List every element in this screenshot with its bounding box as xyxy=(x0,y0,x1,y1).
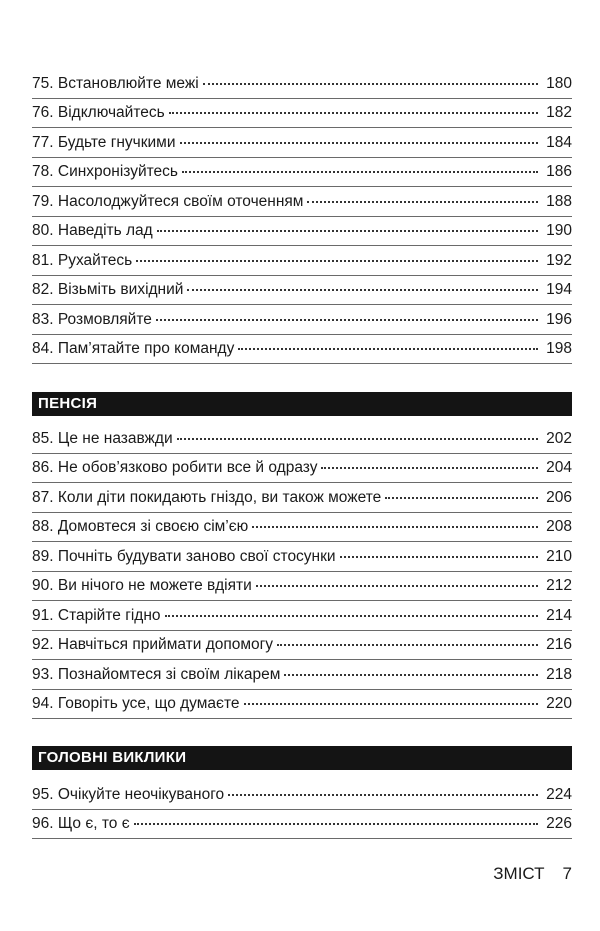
entry-page: 180 xyxy=(546,74,572,92)
toc-entry[interactable] xyxy=(32,601,572,631)
entry-title: Навчіться приймати допомогу xyxy=(57,636,274,653)
toc-entry[interactable] xyxy=(32,217,572,247)
entry-page: 190 xyxy=(546,222,572,239)
entry-number: 79. xyxy=(32,192,54,210)
entry-title: Насолоджуйтеся своїм оточенням xyxy=(57,192,304,210)
entry-page: 204 xyxy=(546,459,572,476)
entry-number: 81. xyxy=(32,251,54,269)
toc-entry[interactable] xyxy=(32,483,572,513)
entry-page: 184 xyxy=(546,133,572,151)
toc-entry[interactable] xyxy=(32,810,572,840)
entry-title: Встановлюйте межі xyxy=(57,74,199,92)
dot-leader xyxy=(340,556,538,558)
toc-entry[interactable] xyxy=(32,631,572,661)
entry-number: 93. xyxy=(32,665,54,683)
dot-leader xyxy=(180,142,539,144)
entry-title: Це не назавжди xyxy=(57,429,173,447)
dot-leader xyxy=(136,260,538,262)
entry-title: Візьміть вихідний xyxy=(57,281,184,298)
entry-number: 96. xyxy=(32,815,54,832)
entry-number: 94. xyxy=(32,695,54,712)
section-heading-main-challenges xyxy=(32,746,572,770)
dot-leader xyxy=(307,201,538,203)
entry-title: Домовтеся зі своєю сім’єю xyxy=(57,518,249,535)
entry-title: Не обов’язково робити все й одразу xyxy=(57,459,318,476)
entry-title: Пам’ятайте про команду xyxy=(57,340,235,357)
toc-entry[interactable] xyxy=(32,572,572,602)
entry-title: Будьте гнучкими xyxy=(57,133,176,151)
entry-title: Рухайтесь xyxy=(57,251,133,269)
section-heading-retirement xyxy=(32,392,572,416)
entry-page: 186 xyxy=(546,163,572,180)
entry-title: Синхронізуйтесь xyxy=(57,163,178,180)
dot-leader xyxy=(238,348,538,350)
entry-number: 82. xyxy=(32,281,54,298)
entry-title: Наведіть лад xyxy=(57,222,153,239)
entry-number: 92. xyxy=(32,636,54,653)
dot-leader xyxy=(203,83,538,85)
entry-title: Що є, то є xyxy=(57,815,130,832)
entry-page: 194 xyxy=(546,281,572,298)
entry-title: Розмовляйте xyxy=(57,310,152,328)
page-number: 7 xyxy=(562,864,572,883)
toc-group-2 xyxy=(32,424,572,719)
toc-entry[interactable] xyxy=(32,660,572,690)
dot-leader xyxy=(169,112,538,114)
dot-leader xyxy=(156,319,538,321)
entry-title: Старійте гідно xyxy=(57,606,161,624)
entry-page: 192 xyxy=(546,251,572,269)
toc-entry[interactable] xyxy=(32,424,572,454)
section-heading-label: ГОЛОВНІ ВИКЛИКИ xyxy=(38,749,187,766)
page-footer xyxy=(493,864,572,884)
dot-leader xyxy=(252,526,538,528)
entry-title: Говоріть усе, що думаєте xyxy=(57,695,240,712)
toc-entry[interactable] xyxy=(32,158,572,188)
entry-number: 87. xyxy=(32,488,54,506)
entry-title: Очікуйте неочікуваного xyxy=(57,785,225,803)
entry-title: Коли діти покидають гніздо, ви також можете xyxy=(57,488,382,506)
entry-number: 76. xyxy=(32,104,54,121)
toc-entry[interactable] xyxy=(32,780,572,810)
entry-page: 206 xyxy=(546,488,572,506)
toc-entry[interactable] xyxy=(32,128,572,158)
dot-leader xyxy=(284,674,538,676)
entry-page: 212 xyxy=(546,577,572,594)
entry-number: 85. xyxy=(32,429,54,447)
toc-entry[interactable] xyxy=(32,513,572,543)
entry-page: 182 xyxy=(546,104,572,121)
toc-entry[interactable] xyxy=(32,276,572,306)
toc-entry[interactable] xyxy=(32,335,572,365)
entry-number: 78. xyxy=(32,163,54,180)
entry-page: 198 xyxy=(546,340,572,357)
toc-entry[interactable] xyxy=(32,542,572,572)
toc-entry[interactable] xyxy=(32,187,572,217)
entry-number: 75. xyxy=(32,74,54,92)
dot-leader xyxy=(256,585,538,587)
entry-number: 77. xyxy=(32,133,54,151)
entry-page: 216 xyxy=(546,636,572,653)
dot-leader xyxy=(165,615,538,617)
entry-number: 91. xyxy=(32,606,54,624)
dot-leader xyxy=(277,644,538,646)
dot-leader xyxy=(177,438,538,440)
entry-page: 214 xyxy=(546,606,572,624)
dot-leader xyxy=(321,467,538,469)
toc-entry[interactable] xyxy=(32,454,572,484)
dot-leader xyxy=(244,703,539,705)
entry-number: 95. xyxy=(32,785,54,803)
entry-title: Почніть будувати заново свої стосунки xyxy=(57,547,336,565)
entry-page: 208 xyxy=(546,518,572,535)
entry-number: 90. xyxy=(32,577,54,594)
entry-number: 84. xyxy=(32,340,54,357)
entry-number: 83. xyxy=(32,310,54,328)
dot-leader xyxy=(228,794,538,796)
entry-title: Відключайтесь xyxy=(57,104,165,121)
toc-entry[interactable] xyxy=(32,246,572,276)
section-heading-label: ПЕНСІЯ xyxy=(38,395,98,412)
toc-group-3 xyxy=(32,780,572,839)
dot-leader xyxy=(187,289,538,291)
entry-title: Познайомтеся зі своїм лікарем xyxy=(57,665,281,683)
entry-title: Ви нічого не можете вдіяти xyxy=(57,577,252,594)
toc-entry[interactable] xyxy=(32,690,572,720)
dot-leader xyxy=(157,230,538,232)
entry-page: 196 xyxy=(546,310,572,328)
dot-leader xyxy=(134,823,538,825)
toc-group-1 xyxy=(32,69,572,364)
toc-entry[interactable] xyxy=(32,305,572,335)
footer-label: ЗМІСТ xyxy=(493,864,545,883)
entry-number: 89. xyxy=(32,547,54,565)
entry-page: 224 xyxy=(546,785,572,803)
entry-page: 220 xyxy=(546,695,572,712)
entry-number: 80. xyxy=(32,222,54,239)
entry-page: 218 xyxy=(546,665,572,683)
entry-page: 226 xyxy=(546,815,572,832)
entry-page: 202 xyxy=(546,429,572,447)
toc-entry[interactable] xyxy=(32,69,572,99)
entry-page: 210 xyxy=(546,547,572,565)
entry-page: 188 xyxy=(546,192,572,210)
toc-entry[interactable] xyxy=(32,99,572,129)
entry-number: 86. xyxy=(32,459,54,476)
dot-leader xyxy=(182,171,538,173)
entry-number: 88. xyxy=(32,518,54,535)
dot-leader xyxy=(385,497,538,499)
